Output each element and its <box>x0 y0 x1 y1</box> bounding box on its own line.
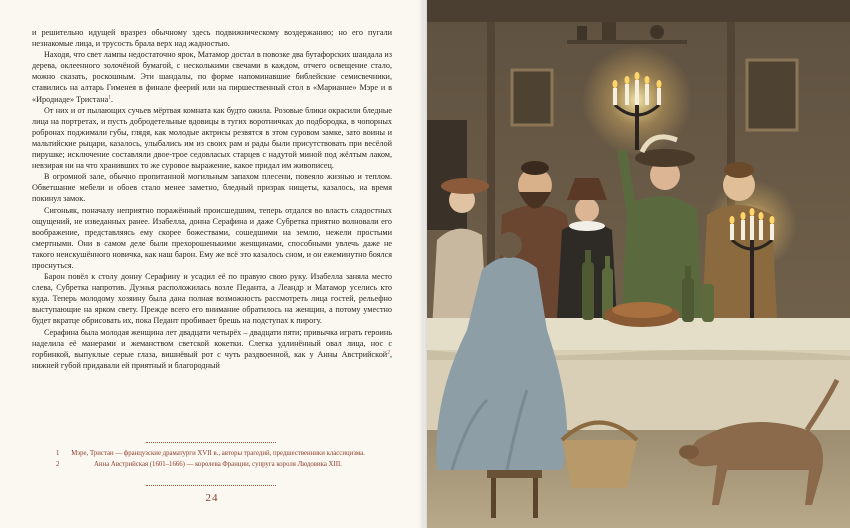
footnote-divider <box>146 442 276 444</box>
wall-shelf <box>567 40 687 44</box>
footnote-item <box>56 460 368 469</box>
paragraph: и решительно идущей вразрез обычному здесь подвижническому воздержанию; но его пугали незнакомые лица, и трусость брала верх над жадностью. <box>32 28 392 49</box>
doorway <box>427 120 467 230</box>
stool-leg <box>491 478 496 518</box>
figure-hat <box>441 178 489 194</box>
paragraph: Находя, что свет лампы недостаточно ярок, Матамор достал в повозке два бутафорских шандала из дерева, оклеенного золочёной бумагой, с несколькими свечами в каждом, отчего освещение стало, можно сказать, роскошным. Эти шандалы, по форме напоминавшие библейские семисвечники, ставились на алтарь Гименея в финале феерий или на пиршественный стол в «Марианне» Мэре и в «Иродиаде» Тристана$^1$. <box>32 50 392 104</box>
paragraph: Барон повёл к столу донну Серафину и усадил её по правую свою руку. Изабелла заняла место слева, Субретка напротив. Дуэнья расположилась возле Педанта, а Леандр и Матамор уселись кто куда. Теперь молодому хозяину была дана полная возможность рассмотреть лица гостей, рельефно выступающие на ярком свету. Прежде всего его внимание обратилось на женщин, а потому уместно будет вкратце обрисовать их, пока Педант пробивает брешь на подступах к пирогу. <box>32 272 392 326</box>
wall-portrait <box>747 60 797 130</box>
page-number: 24 <box>205 492 219 504</box>
figure-collar <box>569 221 605 231</box>
paragraph: В огромной зале, обычно пропитанной могильным запахом плесени, повеяло жизнью и теплом. Обветшание мебели и обоев стало менее заметно, бледный призрак нищеты, казалось, на время покинул замок. <box>32 172 392 204</box>
figure-face <box>575 198 599 222</box>
footnote-number: 1 <box>56 450 60 457</box>
left-page <box>0 0 424 528</box>
shelf-object <box>650 25 664 39</box>
figure-hair <box>521 161 549 175</box>
paragraph: Сигоньяк, поначалу неприятно поражённый происшедшим, теперь отдался во власть сладостных ощущений, не изведанных ранее. Изабелла, донна Серафина и даже Субретка приятно волновали его воображение, представляясь ему скорее божествами, сошедшими на землю, нежели простыми смертными. Они в самом деле были прехорошенькими женщинами, способными увлечь даже не такого неискушённого новичка, как наш барон. Ему же всё это казалось сном, и он ежеминутно боялся проснуться. <box>32 205 392 270</box>
footnote-number: 2 <box>56 461 60 469</box>
footnotes <box>56 449 368 471</box>
footnote-mark[interactable]: 2 <box>387 348 390 355</box>
figure-hair <box>724 162 754 178</box>
stool-leg <box>533 478 538 518</box>
feast-illustration <box>427 0 850 528</box>
wall-portrait <box>512 70 552 125</box>
footnote-text: Анна Австрийская (1601–1666) — королева Франции, супруга короля Людовика XIII. <box>94 461 342 469</box>
body-text <box>32 27 392 371</box>
paragraph: Серафина была молодая женщина лет двадцати четырёх – двадцати пяти; привычка играть героинь наделила её манерами и жеманством светской кокетки. Слегка удлинённый овал лица, нос с горбинкой, выпуклые серые глаза, вишнёвый рот с чуть раздвоенной, как у Анны Австрийской$^2$, нижней губой придавали ей приятный и благородный <box>32 327 392 370</box>
pie-crust <box>612 302 672 318</box>
illustration-page <box>427 0 850 528</box>
stool-seat <box>487 470 542 478</box>
shelf-object <box>602 22 616 40</box>
shelf-object <box>577 26 587 40</box>
figure-head <box>496 232 522 258</box>
pillar <box>487 22 495 272</box>
footnote-text: Мэре, Тристан — французские драматурги XVII в., авторы трагедий, предшественники классицизма. <box>71 450 365 457</box>
footnote-mark[interactable]: 1 <box>108 93 111 100</box>
page-number-divider <box>146 485 276 487</box>
paragraph: От них и от пылающих сучьев мёртвая комната как будто ожила. Розовые блики окрасили бледные лица на портретах, и пусть добродетельные вдовицы в тугих воротничках до подбородка, в чопорных робронах поджимали губы, глядя, как молодые актрисы резвятся в этом суровом замке, зато воины и мальтийские рыцари, казалось, улыбались им из своих рам и рады были присутствовать при весёлой пирушке; исключение составляли двое-трое седовласых старцев с надутой миной под жёлтым лаком, невзирая ни на что хранивших то же суровое выражение, какое придал им живописец. <box>32 105 392 171</box>
dog-head <box>679 445 699 459</box>
footnote-item <box>56 449 368 458</box>
ceiling-beam <box>427 0 850 22</box>
basket <box>562 440 637 488</box>
